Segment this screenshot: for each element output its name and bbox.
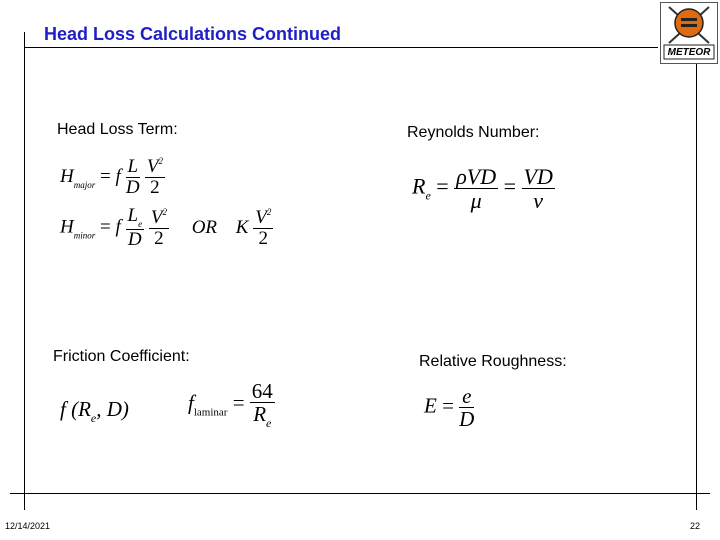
equivalent-subscript: e bbox=[138, 219, 143, 229]
h-major-subscript: major bbox=[73, 179, 96, 190]
velocity-exponent: 2 bbox=[162, 206, 167, 217]
denominator-2: 2 bbox=[258, 227, 268, 249]
denominator-d: D bbox=[459, 407, 475, 432]
page-number: 22 bbox=[690, 521, 701, 531]
numerator-v: V bbox=[150, 206, 163, 228]
velocity-exponent: 2 bbox=[158, 156, 163, 166]
h-minor-subscript: minor bbox=[73, 230, 96, 241]
numerator-l: L bbox=[127, 156, 139, 177]
laminar-fraction bbox=[250, 380, 275, 430]
h-minor-equation bbox=[60, 206, 273, 250]
footer-rule bbox=[10, 493, 710, 494]
roughness-label: Relative Roughness: bbox=[419, 353, 567, 370]
numerator-rho-v-d: ρVD bbox=[456, 164, 497, 189]
equals-sign-2: = bbox=[503, 173, 517, 199]
meteor-logo bbox=[660, 2, 718, 64]
denominator-mu: μ bbox=[470, 188, 482, 214]
reynolds-label: Reynolds Number: bbox=[407, 124, 540, 141]
numerator-64: 64 bbox=[251, 379, 273, 403]
equals-sign: = bbox=[436, 173, 449, 199]
laminar-subscript: laminar bbox=[193, 406, 228, 419]
k-velocity-fraction bbox=[253, 208, 273, 249]
friction-general-equation bbox=[60, 397, 129, 426]
kinematic-fraction bbox=[522, 165, 555, 212]
roughness-symbol: E bbox=[424, 393, 437, 418]
velocity-fraction bbox=[149, 208, 169, 249]
velocity-fraction bbox=[145, 157, 165, 198]
numerator-v-d: VD bbox=[523, 164, 553, 189]
left-rule bbox=[24, 32, 25, 510]
denominator-r: R bbox=[253, 402, 267, 427]
equals-sign: = bbox=[442, 393, 454, 418]
numerator-v: V bbox=[146, 156, 159, 177]
roughness-equation bbox=[424, 385, 474, 430]
or-text: OR bbox=[191, 216, 218, 238]
denominator-2: 2 bbox=[150, 176, 160, 198]
reynolds-equation bbox=[412, 165, 555, 212]
roughness-fraction bbox=[459, 385, 474, 430]
denominator-nu: ν bbox=[533, 188, 544, 214]
equivalent-length-fraction bbox=[126, 206, 145, 250]
k-symbol: K bbox=[235, 216, 249, 238]
length-diameter-fraction bbox=[126, 157, 141, 198]
friction-symbol: f bbox=[188, 390, 194, 415]
friction-function: f (R bbox=[60, 397, 91, 421]
right-rule bbox=[696, 64, 697, 510]
h-minor-symbol: H bbox=[60, 216, 74, 238]
equals-sign: = bbox=[100, 216, 111, 238]
equals-sign: = bbox=[232, 390, 245, 415]
numerator-v: V bbox=[255, 206, 267, 228]
friction-function-tail: , D) bbox=[96, 397, 129, 421]
header-rule bbox=[24, 47, 658, 48]
slide-title: Head Loss Calculations Continued bbox=[44, 24, 342, 44]
denominator-d: D bbox=[125, 176, 140, 198]
friction-symbol: f bbox=[115, 165, 121, 187]
numerator-l: L bbox=[127, 205, 139, 226]
reynolds-subscript: e bbox=[90, 411, 97, 425]
denominator-d: D bbox=[127, 229, 142, 251]
h-major-symbol: H bbox=[60, 165, 74, 187]
friction-symbol: f bbox=[115, 216, 121, 238]
h-major-equation bbox=[60, 157, 165, 198]
head-loss-label: Head Loss Term: bbox=[57, 121, 178, 138]
density-velocity-fraction bbox=[454, 165, 498, 212]
logo-text: METEOR bbox=[667, 47, 711, 58]
friction-laminar-equation bbox=[188, 380, 275, 430]
reynolds-symbol: R bbox=[412, 173, 426, 199]
denominator-2: 2 bbox=[154, 227, 164, 249]
equals-sign: = bbox=[100, 165, 111, 187]
reynolds-subscript: e bbox=[266, 416, 272, 431]
velocity-exponent: 2 bbox=[266, 206, 272, 217]
footer-date: 12/14/2021 bbox=[5, 521, 51, 531]
reynolds-subscript: e bbox=[425, 188, 431, 203]
friction-label: Friction Coefficient: bbox=[53, 348, 190, 365]
numerator-e: e bbox=[459, 385, 474, 408]
